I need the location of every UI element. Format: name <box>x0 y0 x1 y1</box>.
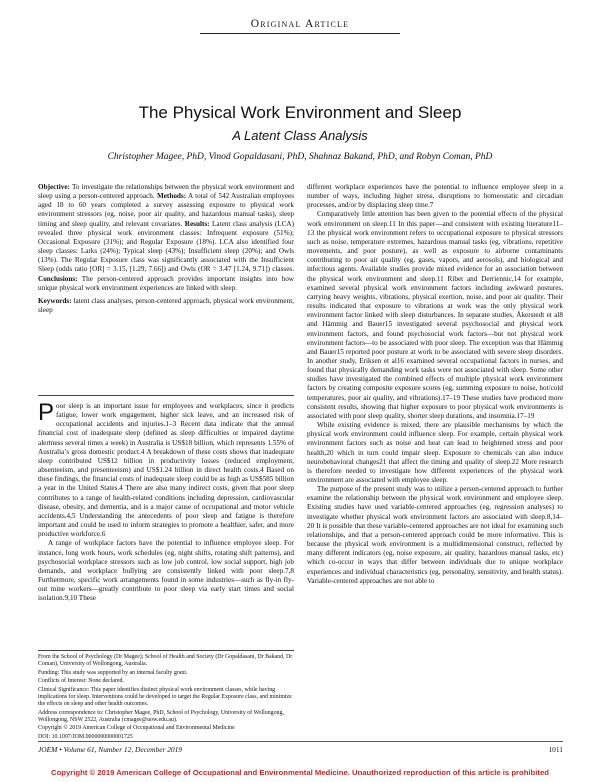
right-paragraph-4: The purpose of the present study was to utilize a person-centered approach to further examine the relationship between the physical work environment and employee sleep. Existing studies have used variable-centered approaches (eg, regression analyses) to investigate whether physical work environment factors are associated with sleep.8,14–20 It is possible that these variable-centered approaches are not ideal for examining such relationships, and that a person-centered approach could be more informative. This is because the physical work environment is a multidimensional construct, reflected by many different indicators (eg, noise exposure, air quality, hazardous manual tasks, etc) which co-occur in ways that differ between individuals due to unique workplace experiences and individual characteristics (eg, personality, sensitivity, and health status). Variable-centered approaches are not able to <box>307 485 563 585</box>
results-label: Results: <box>184 219 210 228</box>
footer-rule <box>38 741 563 742</box>
objective-text: To investigate the relationships between the physical work environment and sleep using a person-centered approach. <box>38 183 294 201</box>
copyright-notice: Copyright © 2019 American College of Occupational and Environmental Medicine. Unauthorized reproduction of this article is prohibited <box>51 768 549 777</box>
footnote-correspondence: Address correspondence to: Christopher Magee, PhD, School of Psychology, University of Wollongong, Wollongong, NSW 2522, Australia (cmagee@uow.edu.au). <box>38 709 284 723</box>
article-title: The Physical Work Environment and Sleep <box>138 103 462 122</box>
abstract <box>38 183 294 315</box>
intro-left-column <box>38 399 294 603</box>
intro-paragraph-2: A range of workplace factors have the potential to influence employee sleep. For instance, long work hours, work schedules (eg, night shifts, rotating shift patterns), and psychosocial workplace stressors such as low job control, low social support, high job demands, and workplace bullying are consistently linked with poor sleep.7,8 Furthermore, specific work arrangements found in some industries—such as fly-in fly-out mine workers—greatly contribute to poor sleep via early start times and social isolation.9,10 These <box>38 539 294 603</box>
footnote-rule <box>38 650 294 651</box>
page-number: 1011 <box>548 745 563 754</box>
conclusions-text: The person-centered approach provides important insights into how unique physical work environment experiences are linked with sleep. <box>38 274 294 292</box>
footnote-affiliations: From the School of Psychology (Dr Magee); School of Health and Society (Dr Gopaldasani, Dr Bakand, Dr Coman), University of Wollongong, Australia. <box>38 654 293 668</box>
footnote-doi: DOI: 10.1097/JOM.0000000000001725 <box>38 733 133 740</box>
article-subtitle: A Latent Class Analysis <box>232 128 368 143</box>
footnote-copyright: Copyright © 2019 American College of Occupational and Environmental Medicine <box>38 725 235 732</box>
conclusions-label: Conclusions: <box>38 274 78 283</box>
results-text: Latent class analysis (LCA) revealed three physical work environment classes: Infrequent exposure (51%); Occasional Exposure (31%); and Regular Exposure (18%). LCA also identified four sleep classes: Larks (24%); Typical sleep (43%); Insufficient sleep (20%); and Owls (13%). The Regular Exposure class was significantly associated with the Insufficient Sleep (odds ratio [OR] = 3.15, [1.29, 7.66]) and Owls (OR = 3.47 [1.24, 9.71]) classes. <box>38 219 295 274</box>
footnotes <box>38 654 294 743</box>
dropcap: P <box>38 399 55 426</box>
right-paragraph-3: While existing evidence is mixed, there are plausible mechanisms by which the physical work environment could influence sleep. For example, certain physical work environment factors such as noise and heat can lead to heightened stress and poor health,20 which in turn could impair sleep. Exposure to chemicals can also induce neurobehavioral changes21 that affect the timing and quality of sleep.22 More research is therefore needed to investigate how different experiences of the physical work environment are associated with employee sleep. <box>307 421 563 484</box>
intro-right-column <box>307 183 563 586</box>
journal-info: JOEM • Volume 61, Number 12, December 2019 <box>38 745 183 754</box>
header-rule <box>200 33 400 34</box>
methods-label: Methods: <box>156 192 187 201</box>
footnote-funding: Funding: This study was supported by an internal faculty grant. <box>38 669 188 676</box>
keywords-label: Keywords: <box>38 296 72 305</box>
methods-text: A total of 542 Australian employees aged 18 to 60 years completed a survey assessing exposure to physical work environment stressors (eg, noise, poor air quality, and hazardous manual tasks), sleep timing and sleep quality, and relevant covariates. <box>38 192 294 228</box>
keywords-text: latent class analyses, person-centered approach, physical work environment, sleep <box>38 296 294 315</box>
section-label: Original Article <box>250 18 350 30</box>
right-paragraph-2: Comparatively little attention has been given to the potential effects of the physical work environment on sleep.11 In this paper—and consistent with existing literature11–13 the physical work environment refers to occupational exposure to physical stressors such as noise, temperature extremes, hazardous manual tasks (eg, vibrations, repetitive movements, and poor posture), as well as exposure to airborne contaminants contributing to poor air quality (eg, gases, vapors, and aerosols), and biological and infectious agents. Available studies provide mixed evidence for an association between the physical work environment and sleep.11 Ribet and Derriennic,14 for example, examined several physical work environment factors including awkward postures, carrying heavy weights, vibrations, physical exertion, noise, and poor air quality. Their results indicated that exposure to vibrations at work was the only physical work environment factor linked with sleep disturbances. In separate studies, Åkerstedt et al8 and Hämmig and Bauer15 investigated several psychosocial and physical work environment factors, and found psychosocial work factors—but not physical work environment factors—to be associated with poor sleep. The exception was that Hämmig and Bauer15 reported poor posture at work to be associated with severe sleep disorders. In another study, Eriksen et al16 examined several occupational factors in nurses, and found that physically demanding work tasks were not associated with sleep. Some other studies have investigated the combined effects of multiple physical work environment factors by creating composite exposure scores (eg, summing exposure to noise, hot/cold temperatures, poor air quality, and vibrations).17–19 These studies have produced more consistent results, showing that higher exposure to poor physical work environments is associated with poor sleep quality, shorter sleep durations, and insomnia.17–19 <box>307 210 563 420</box>
author-list: Christopher Magee, PhD, Vinod Gopaldasani, PhD, Shahnaz Bakand, PhD, and Robyn Coman, PhD <box>107 152 493 162</box>
abstract-rule <box>38 395 294 396</box>
intro-paragraph-1: oor sleep is an important issue for employees and workplaces, since it predicts fatigue, lower work engagement, higher sick leave, and an increased risk of occupational accidents and injuries.1–3 Recent data indicate that the annual financial cost of inadequate sleep (defined as sleep difficulties or impaired daytime alertness several times a week) in Australia is US$18 billion, which represents 1.55% of Australia’s gross domestic product.4 A breakdown of these costs shows that inadequate sleep contributed US$12 billion in productivity losses (reduced employment, absenteeism, and presenteeism) and US$1.24 billion in direct health costs.4 Based on these findings, the financial costs of inadequate sleep could be as high as US$585 billion a year in the United States.4 There are also many indirect costs, given that poor sleep contributes to a range of health-related conditions including depression, cardiovascular disease, obesity, and dementia, and is a major cause of occupational and motor vehicle accidents.4,5 Understanding the antecedents of poor sleep and fatigue is therefore important and could be used to inform strategies to promote a healthier, safer, and more productive workforce.6 <box>38 402 294 539</box>
footnote-conflicts: Conflicts of Interest: None declared. <box>38 678 124 685</box>
objective-label: Objective: <box>38 183 70 191</box>
footnote-clinical: Clinical Significance: This paper identifies distinct physical work environment classes, while having implications for sleep. Interventions could be developed to target the Regular Exposure class, and minimize the effects on sleep and other health outcomes. <box>38 686 292 708</box>
right-paragraph-1: different workplace experiences have the potential to influence employee sleep in a number of ways, including higher stress, disruptions to homeostatic and circadian processes, and/or by displacing sleep time.7 <box>307 183 563 210</box>
